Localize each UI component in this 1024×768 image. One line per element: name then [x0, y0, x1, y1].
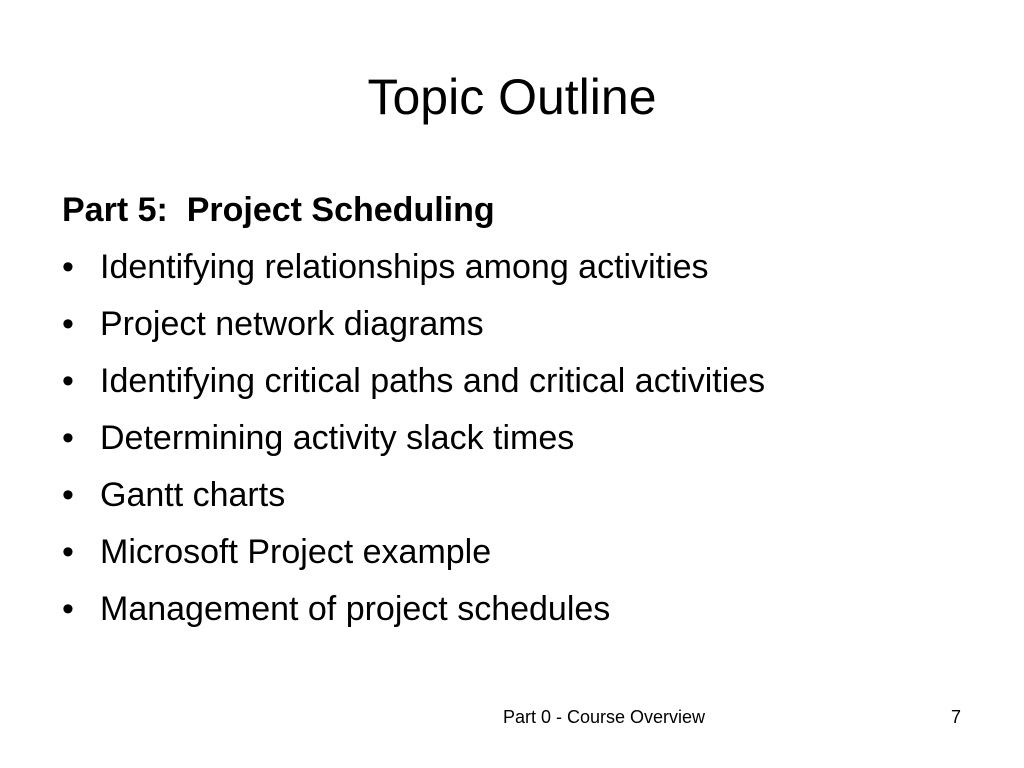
footer-text: Part 0 - Course Overview: [503, 707, 706, 727]
section-heading: Part 5: Project Scheduling: [62, 191, 495, 229]
bullet-text: Identifying critical paths and critical activities: [100, 362, 766, 400]
bullet-text: Identifying relationships among activities: [100, 248, 709, 286]
bullet-item: [62, 357, 765, 414]
bullet-item: [62, 528, 765, 585]
bullet-item: [62, 471, 765, 528]
bullet-text: Project network diagrams: [100, 305, 484, 343]
page-number: 7: [951, 707, 962, 727]
bullet-text: Microsoft Project example: [100, 533, 492, 571]
bullet-icon: •: [62, 419, 74, 457]
bullet-icon: •: [62, 248, 74, 286]
bullet-text: Management of project schedules: [100, 590, 611, 628]
bullet-icon: •: [62, 305, 74, 343]
bullet-icon: •: [62, 590, 74, 628]
bullet-item: [62, 300, 765, 357]
bullet-text: Gantt charts: [100, 476, 286, 514]
bullet-icon: •: [62, 476, 74, 514]
bullet-icon: •: [62, 362, 74, 400]
bullet-item: [62, 414, 765, 471]
bullet-list: [62, 243, 765, 642]
bullet-item: [62, 243, 765, 300]
bullet-icon: •: [62, 533, 74, 571]
slide-title: Topic Outline: [367, 69, 657, 125]
bullet-text: Determining activity slack times: [100, 419, 575, 457]
bullet-item: [62, 585, 765, 642]
